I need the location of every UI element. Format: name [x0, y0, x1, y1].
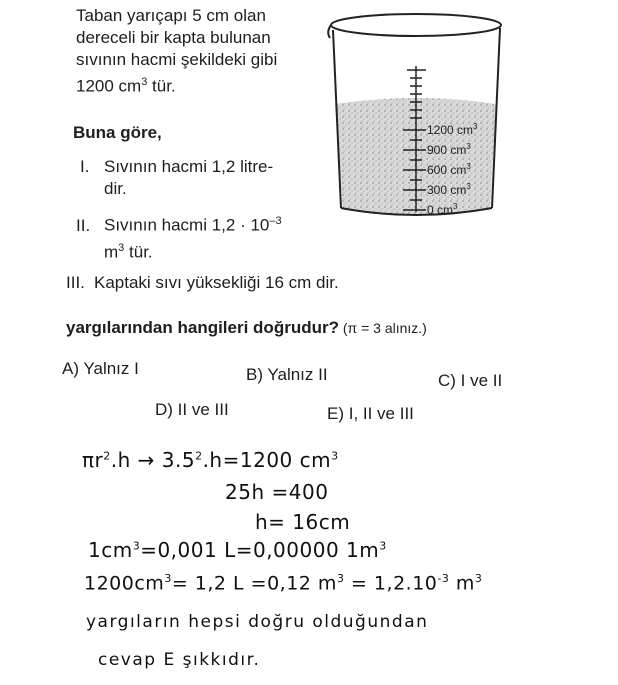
statement-1: I. Sıvının hacmi 1,2 litre- dir. — [80, 157, 274, 198]
mark-1200: 1200 $cm^3$ — [427, 122, 478, 137]
hand-line-1: $\pi r^2.h \to 3.5^2.h=1200$ $cm^3$ — [82, 448, 339, 472]
mark-300: 300 $cm^3$ — [427, 182, 471, 197]
beaker-lip — [328, 25, 331, 38]
hand-line-3: h= 16cm — [255, 510, 351, 534]
beaker-rim — [331, 14, 501, 36]
question-stem — [76, 5, 277, 98]
choice-a[interactable]: A) Yalnız I — [62, 359, 139, 378]
hand-line-4: $1cm^3=0,001$ L=0,00000 $1m^3$ — [88, 538, 387, 562]
choice-d[interactable]: D) II ve III — [155, 400, 229, 419]
mark-600: 600 $cm^3$ — [427, 162, 471, 177]
hand-line-2: 25h =400 — [225, 480, 329, 504]
graduated-beaker — [318, 8, 518, 223]
choice-b[interactable]: B) Yalnız II — [246, 365, 328, 384]
hand-line-7: cevap E şıkkıdır. — [98, 650, 261, 670]
mark-900: 900 $cm^3$ — [427, 142, 471, 157]
choice-e[interactable]: E) I, II ve III — [327, 404, 414, 423]
stem-line-1: Taban yarıçapı 5 cm olan — [76, 6, 266, 25]
stem-line-3: sıvının hacmi şekildeki gibi — [76, 50, 278, 69]
hand-line-5: $1200cm^3= 1,2$ L =0,12 $m^3 = 1,2.10^{-3}$ $m^3$ — [84, 572, 483, 595]
stem-line-2: dereceli bir kapta bulunan — [76, 28, 271, 47]
statement-2: II. Sıvının hacmi $1,2 \cdot 10^{-3}$ $m^3$ tür. — [76, 215, 282, 262]
statement-3: III. Kaptaki sıvı yüksekliği 16 cm dir. — [66, 273, 339, 292]
hand-line-6: yargıların hepsi doğru olduğundan — [86, 612, 429, 632]
mark-0: 0 $cm^3$ — [427, 202, 458, 217]
choice-c[interactable]: C) I ve II — [438, 371, 503, 390]
question-ask: yargılarından hangileri doğrudur? (π = 3 alınız.) — [66, 318, 427, 337]
question-prompt: Buna göre, — [73, 123, 162, 142]
stem-line-4: 1200 $cm^3$ tür. — [76, 76, 176, 96]
